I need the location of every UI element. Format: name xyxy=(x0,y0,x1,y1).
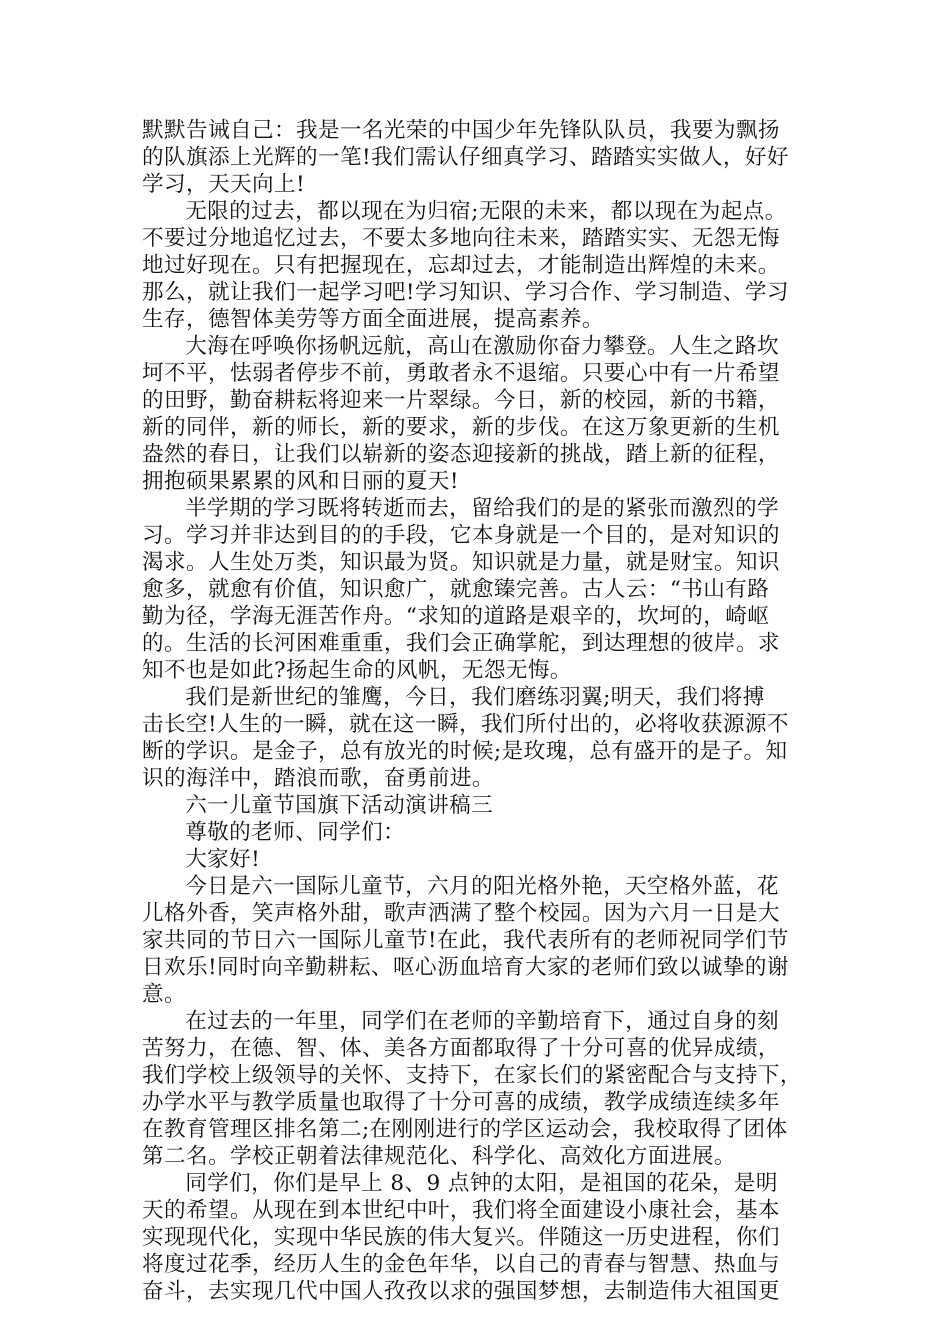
text-line: 今日是六一国际儿童节，六月的阳光格外艳，天空格外蓝，花 xyxy=(185,874,780,899)
text-line: 儿格外香，笑声格外甜，歌声洒满了整个校园。因为六月一日是大 xyxy=(142,901,780,926)
text-line: 击长空!人生的一瞬，就在这一瞬，我们所付出的，必将收获源源不 xyxy=(142,712,789,737)
salutation xyxy=(142,819,812,846)
text-line: 实现现代化，实现中华民族的伟大复兴。伴随这一历史进程，你们 xyxy=(142,1225,780,1250)
text-line: 识的海洋中，踏浪而歌，奋勇前进。 xyxy=(142,766,494,791)
paragraph xyxy=(142,198,812,333)
text-line: 不要过分地追忆过去，不要太多地向往未来，踏踏实实、无怨无悔 xyxy=(142,226,780,251)
greeting xyxy=(142,846,812,873)
text-line: 大海在呼唤你扬帆远航，高山在激励你奋力攀登。人生之路坎 xyxy=(185,334,780,359)
text-line: 意。 xyxy=(142,982,186,1007)
document-body xyxy=(142,117,812,1305)
text-line: 天的希望。从现在到本世纪中叶，我们将全面建设小康社会，基本 xyxy=(142,1198,780,1223)
paragraph xyxy=(142,1170,812,1305)
text-line: 学习，天天向上! xyxy=(142,172,306,197)
text-line: 生存，德智体美劳等方面全面进展，提高素养。 xyxy=(142,307,604,332)
text-line: 大家好! xyxy=(185,847,261,872)
paragraph xyxy=(142,117,812,198)
text-line: 的队旗添上光辉的一笔!我们需认仔细真学习、踏踏实实做人，好好 xyxy=(142,145,789,170)
text-line: 勤为径，学海无涯苦作舟。“求知的道路是艰辛的，坎坷的，崎岖 xyxy=(142,604,770,629)
text-line: 奋斗，去实现几代中国人孜孜以求的强国梦想，去制造伟大祖国更 xyxy=(142,1279,780,1304)
text-line: 无限的过去，都以现在为归宿;无限的未来，都以现在为起点。 xyxy=(185,199,787,224)
text-line: 家共同的节日六一国际儿童节!在此，我代表所有的老师祝同学们节 xyxy=(142,928,789,953)
section-title xyxy=(142,792,812,819)
text-line: 那么，就让我们一起学习吧!学习知识、学习合作、学习制造、学习 xyxy=(142,280,789,305)
text-line: 的。生活的长河困难重重，我们会正确掌舵，到达理想的彼岸。求 xyxy=(142,631,780,656)
text-line: 习。学习并非达到目的的手段，它本身就是一个目的，是对知识的 xyxy=(142,523,780,548)
text-line: 知不也是如此?扬起生命的风帆，无怨无悔。 xyxy=(142,658,572,683)
text-line: 在过去的一年里，同学们在老师的辛勤培育下，通过自身的刻 xyxy=(185,1009,780,1034)
paragraph xyxy=(142,495,812,684)
text-line: 新的同伴，新的师长，新的要求，新的步伐。在这万象更新的生机 xyxy=(142,415,780,440)
text-line: 我们是新世纪的雏鹰，今日，我们磨练羽翼;明天，我们将搏 xyxy=(185,685,765,710)
text-line: 地过好现在。只有把握现在，忘却过去，才能制造出辉煌的未来。 xyxy=(142,253,780,278)
text-line: 半学期的学习既将转逝而去，留给我们的是的紧张而激烈的学 xyxy=(185,496,780,521)
text-line: 将度过花季，经历人生的金色年华，以自己的青春与智慧、热血与 xyxy=(142,1252,780,1277)
text-line: 的田野，勤奋耕耘将迎来一片翠绿。今日，新的校园，新的书籍， xyxy=(142,388,780,413)
text-line: 日欢乐!同时向辛勤耕耘、呕心沥血培育大家的老师们致以诚挚的谢 xyxy=(142,955,789,980)
paragraph xyxy=(142,873,812,1008)
text-line: 我们学校上级领导的关怀、支持下，在家长们的紧密配合与支持下， xyxy=(142,1063,802,1088)
text-line: 拥抱硕果累累的风和日丽的夏天! xyxy=(142,469,459,494)
text-line: 六一儿童节国旗下活动演讲稿三 xyxy=(185,793,494,818)
text-line: 盎然的春日，让我们以崭新的姿态迎接新的挑战，踏上新的征程， xyxy=(142,442,780,467)
text-line: 默默告诫自己：我是一名光荣的中国少年先锋队队员，我要为飘扬 xyxy=(142,118,780,143)
text-line: 苦努力，在德、智、体、美各方面都取得了十分可喜的优异成绩， xyxy=(142,1036,780,1061)
text-line: 坷不平，怯弱者停步不前，勇敢者永不退缩。只要心中有一片希望 xyxy=(142,361,780,386)
paragraph xyxy=(142,333,812,495)
text-line: 愈多，就愈有价值，知识愈广，就愈臻完善。古人云：“书山有路 xyxy=(142,577,770,602)
paragraph xyxy=(142,684,812,792)
paragraph xyxy=(142,1008,812,1170)
text-line: 办学水平与教学质量也取得了十分可喜的成绩，教学成绩连续多年 xyxy=(142,1090,780,1115)
text-line: 同学们，你们是早上 8、9 点钟的太阳，是祖国的花朵，是明 xyxy=(185,1171,778,1196)
text-line: 尊敬的老师、同学们： xyxy=(185,820,406,845)
text-line: 第二名。学校正朝着法律规范化、科学化、高效化方面进展。 xyxy=(142,1144,736,1169)
text-line: 渴求。人生处万类，知识最为贤。知识就是力量，就是财宝。知识 xyxy=(142,550,780,575)
text-line: 在教育管理区排名第二;在刚刚进行的学区运动会，我校取得了团体 xyxy=(142,1117,788,1142)
text-line: 断的学识。是金子，总有放光的时候;是玫瑰，总有盛开的是子。知 xyxy=(142,739,788,764)
